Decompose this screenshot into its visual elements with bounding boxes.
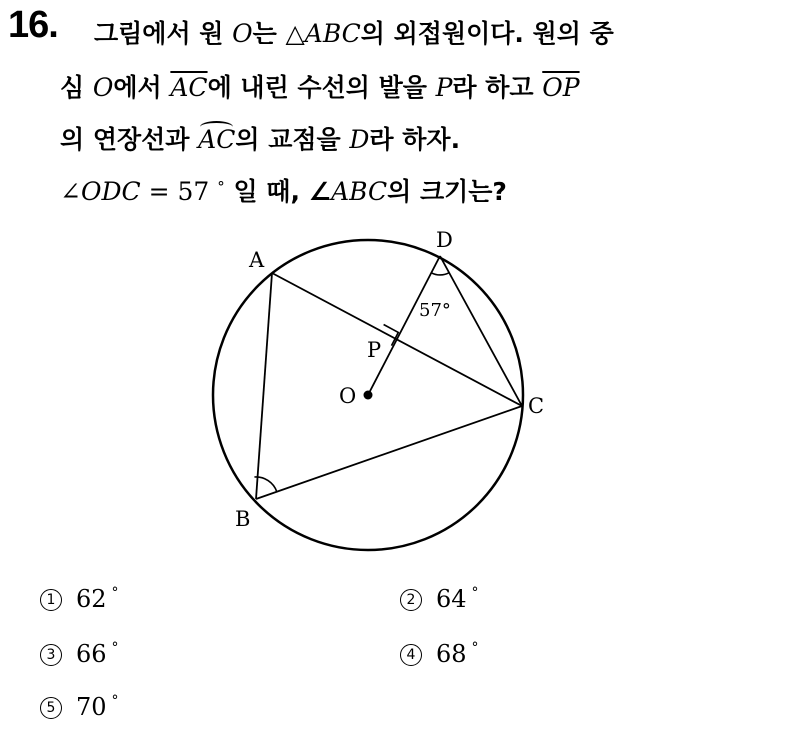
choice-1[interactable] [40,585,119,613]
geometry-figure [200,225,560,560]
choice-number-4: 4 [400,644,422,666]
choice-degree: ° [471,640,479,656]
segment-AB [256,273,272,499]
choice-4[interactable] [400,640,479,668]
label-A: A [249,248,265,272]
center-point-O [364,391,373,400]
degree-symbol: ° [217,178,225,196]
choice-degree: ° [111,585,119,601]
choice-value: 66 [76,640,107,668]
choice-number-1: 1 [40,589,62,611]
question-line-1 [94,14,614,50]
question-text: 일 때, ∠ [224,177,332,206]
question-text: 는 △ [252,19,305,48]
question-text: 그림에서 원 [94,19,233,48]
question-line-4 [60,172,507,208]
math-O: O [232,19,253,48]
choice-value: 64 [436,585,467,613]
angle-arc-D [431,273,449,275]
choice-degree: ° [471,585,479,601]
question-text: 에 내린 수선의 발을 [207,73,436,102]
math-P: P [435,73,453,102]
choice-value: 62 [76,585,107,613]
question-text: 심 [60,73,93,102]
choice-5[interactable] [40,693,119,721]
choice-degree: ° [111,640,119,656]
question-text: 의 연장선과 [60,125,199,154]
segment-AC: $\overline{AC}$ [170,73,208,102]
math-ABC: ABC [304,19,361,48]
angle-symbol: ∠ [60,177,81,206]
label-P: P [367,338,382,362]
question-text: 의 크기는? [387,177,507,206]
choice-number-5: 5 [40,697,62,719]
question-text: 의 교점을 [235,125,350,154]
math-equals-57: = 57 [140,177,218,206]
question-text: 의 외접원이다. 원의 중 [360,19,614,48]
math-D: D [349,125,370,154]
choice-2[interactable] [400,585,479,613]
math-ODC: ODC [80,177,141,206]
segment-OD [368,256,440,395]
choice-value: 70 [76,693,107,721]
label-O: O [339,384,357,408]
question-line-2 [60,68,580,104]
angle-label-57: 57° [419,300,451,321]
label-D: D [436,228,453,252]
label-C: C [528,394,545,418]
question-text: 라 하자. [369,125,461,154]
question-line-3 [60,120,460,156]
choice-number-2: 2 [400,589,422,611]
question-text: 에서 [113,73,171,102]
arc-AC: AC [198,125,236,154]
segment-BC [256,406,522,499]
question-text: 라 하고 [452,73,543,102]
math-O: O [92,73,114,102]
label-B: B [235,507,251,531]
choice-degree: ° [111,693,119,709]
choice-3[interactable] [40,640,119,668]
segment-OP: $\overline{OP}$ [542,73,580,102]
question-number: 16. [8,4,58,46]
choice-value: 68 [436,640,467,668]
math-ABC: ABC [331,177,388,206]
choice-number-3: 3 [40,644,62,666]
